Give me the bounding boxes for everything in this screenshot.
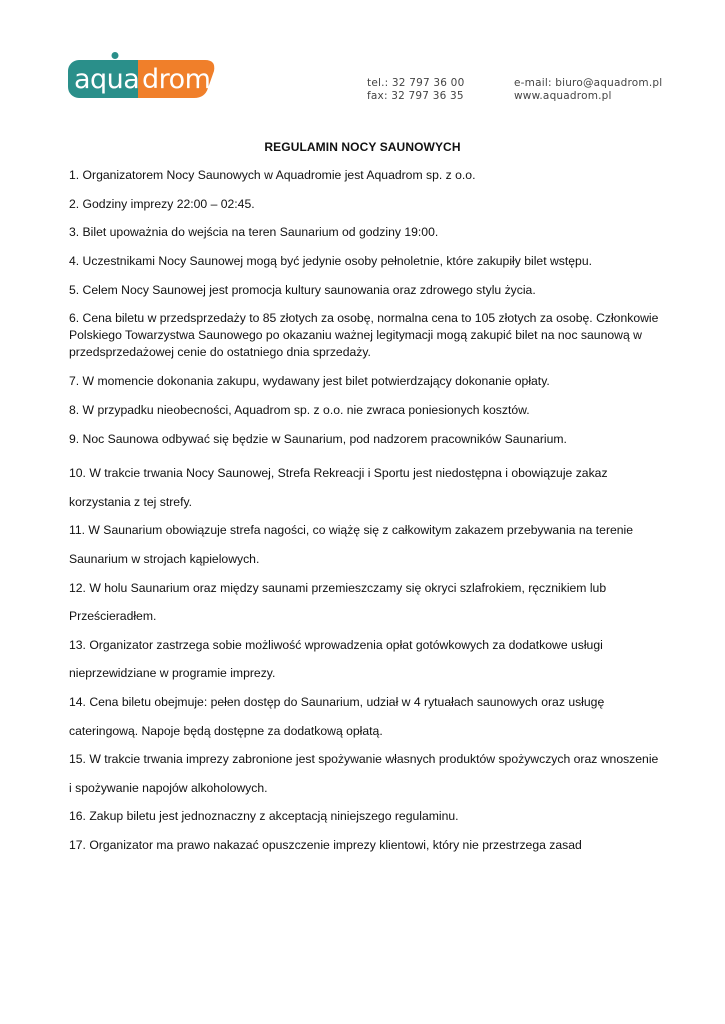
rule-item: 3. Bilet upoważnia do wejścia na teren Saunarium od godziny 19:00. xyxy=(69,225,439,240)
rule-item: 14. Cena biletu obejmuje: pełen dostęp do Saunarium, udział w 4 rytuałach saunowych oraz usługę cateringową. Napoje będą dostępne za dodatkową opłatą. xyxy=(69,694,605,738)
rule-item: 10. W trakcie trwania Nocy Saunowej, Strefa Rekreacji i Sportu jest niedostępna i obowiązuje zakaz korzystania z tej strefy. xyxy=(69,466,608,509)
rules-list xyxy=(69,167,659,860)
web-contact xyxy=(514,77,662,102)
svg-text:aqua: aqua xyxy=(74,64,140,95)
rule-item: 12. W holu Saunarium oraz między saunami przemieszczamy się okryci szlafrokiem, ręcznikiem lub Prześcieradłem. xyxy=(69,580,607,624)
rule-item: 15. W trakcie trwania imprezy zabronione jest spożywanie własnych produktów spożywczych oraz wnoszenie i spożywanie napojów alkoholowych. xyxy=(69,752,659,795)
rule-item: 16. Zakup biletu jest jednoznaczny z akceptacją niniejszego regulaminu. xyxy=(69,809,459,824)
document-title: REGULAMIN NOCY SAUNOWYCH xyxy=(264,140,461,154)
svg-text:drom: drom xyxy=(142,64,211,95)
phone-number: tel.: 32 797 36 00 xyxy=(367,77,465,89)
rule-item: 13. Organizator zastrzega sobie możliwość wprowadzenia opłat gotówkowych za dodatkowe usługi nieprzewidziane w programie imprezy. xyxy=(69,637,603,681)
rule-item: 2. Godziny imprezy 22:00 – 02:45. xyxy=(69,196,255,211)
rule-item: 7. W momencie dokonania zakupu, wydawany jest bilet potwierdzający dokonanie opłaty. xyxy=(69,374,550,389)
rule-item: 11. W Saunarium obowiązuje strefa nagości, co wiążę się z całkowitym zakazem przebywania na terenie Saunarium w strojach kąpielowych. xyxy=(69,523,634,566)
rule-item: 8. W przypadku nieobecności, Aquadrom sp. z o.o. nie zwraca poniesionych kosztów. xyxy=(69,402,530,417)
phone-contact xyxy=(367,77,464,102)
fax-number: fax: 32 797 36 35 xyxy=(367,89,464,102)
email-address[interactable]: e-mail: biuro@aquadrom.pl xyxy=(514,77,663,89)
rule-item: 5. Celem Nocy Saunowej jest promocja kultury saunowania oraz zdrowego stylu życia. xyxy=(69,282,536,297)
rule-item: 1. Organizatorem Nocy Saunowych w Aquadromie jest Aquadrom sp. z o.o. xyxy=(69,168,476,182)
rule-item: 17. Organizator ma prawo nakazać opuszczenie imprezy klientowi, który nie przestrzega zasad xyxy=(69,837,582,852)
rule-item: 4. Uczestnikami Nocy Saunowej mogą być jedynie osoby pełnoletnie, które zakupiły bilet wstępu. xyxy=(69,254,592,269)
rule-item: 9. Noc Saunowa odbywać się będzie w Saunarium, pod nadzorem pracowników Saunarium. xyxy=(69,431,567,446)
rule-item: 6. Cena biletu w przedsprzedaży to 85 złotych za osobę, normalna cena to 105 złotych za osobę. Członkowie Polskiego Towarzystwa Saunowego po okazaniu ważnej legitymacji mogą zakupić bilet na noc saunową w przedsprzedażowej cenie do ostatniego dnia sprzedaży. xyxy=(69,311,659,360)
aquadrom-logo xyxy=(68,52,216,99)
website-address[interactable]: www.aquadrom.pl xyxy=(514,89,612,102)
